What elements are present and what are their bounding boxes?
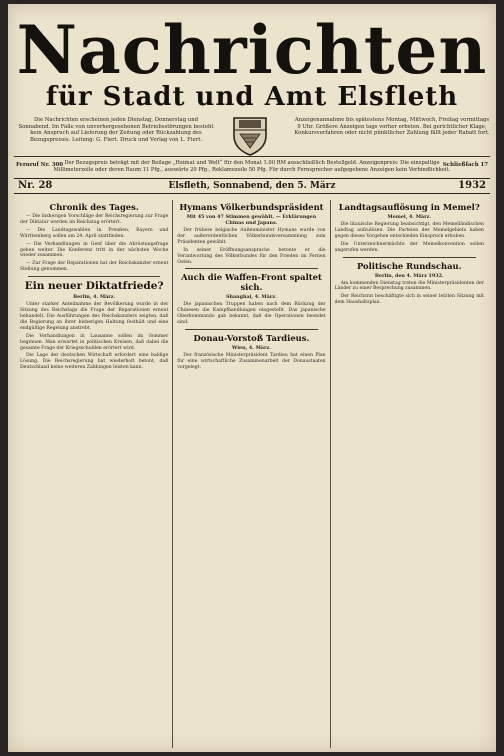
article-dateline: Wien, 4. März. (231, 345, 271, 352)
article-text: — Die bisherigen Vorschläge der Reichsregierung zur Frage der Diktatur werden im Reichstag erörtert. (20, 214, 169, 225)
divider (343, 257, 476, 258)
divider (185, 268, 317, 269)
place-date: Elsfleth, Sonnabend, den 5. März (168, 181, 336, 191)
masthead-title: Nachrichten (16, 11, 488, 89)
divider (185, 329, 317, 330)
article-heading: Hymans Völkerbundspräsident (179, 202, 324, 212)
article-heading: Ein neuer Diktatfriede? (24, 280, 164, 293)
article-dateline: Berlin, den 4. März 1932. (374, 272, 444, 279)
article-heading: Chronik des Tages. (49, 202, 139, 212)
column-middle (173, 200, 330, 748)
article-text: Am kommenden Dienstag treten die Ministerpräsidenten der Länder zu einer Besprechung zusammen. (334, 280, 484, 292)
column-right (331, 200, 488, 748)
article-text: — Die Landtagswahlen in Preußen, Bayern und Württemberg sollen am 24. April stattfinden. (20, 227, 169, 239)
article-text: Die Lage der deutschen Wirtschaft erfordert eine baldige Lösung. Die Reichsregierung hat wiederholt betont, daß Deutschland keine weiteren Zahlungen leisten kann. (20, 353, 169, 371)
article-text: Der frühere belgische Außenminister Hymans wurde von der außerordentlichen Völkerbundsversammlung zum Präsidenten gewählt. (177, 228, 326, 245)
article-text: Der französische Ministerpräsident Tardieu hat einen Plan für eine wirtschaftliche Zusammenarbeit der Donaustaaten vorgelegt. (177, 353, 326, 370)
newspaper-page (8, 4, 496, 752)
article-heading: Donau-Vorstoß Tardieus. (193, 333, 310, 344)
divider (28, 276, 160, 277)
article-heading: Auch die Waffen-Front spaltet sich. (181, 272, 322, 293)
article-text: Der Reichsrat beschäftigte sich in seiner letzten Sitzung mit dem Haushaltsplan. (334, 294, 484, 306)
article-dateline: Mit 45 von 47 Stimmen gewählt. — Erklärungen Chinas und Japans. (186, 214, 317, 226)
po-box: Schließfach 17 (442, 162, 488, 168)
issue-number: Nr. 28 (18, 180, 53, 191)
year: 1932 (458, 180, 486, 191)
advertising-info: Anzeigenannahme bis spätestens Montag, Mittwoch, Freitag vormittags 9 Uhr. Größere Anzeigen tags vorher erbeten. Bei gerichtlicher Klage, Konkursverfahren oder nicht pünktlicher Zahlung fällt jeder Rabatt fort. (294, 117, 490, 137)
column-left (16, 200, 173, 748)
phone-number: Fernruf Nr. 300 (16, 162, 63, 168)
article-dateline: Memel, 4. März. (387, 214, 432, 220)
article-columns (16, 200, 488, 748)
article-text: Die Verhandlungen in Lausanne sollen im Sommer beginnen. Man erwartet in politischen Kreisen, daß dabei die gesamte Frage der Kriegsschulden erörtert wird. (20, 333, 169, 351)
coat-of-arms-icon (230, 114, 270, 156)
article-text: In seiner Eröffnungsansprache betonte er die Verantwortung des Völkerbundes für den Frieden im Fernen Osten. (177, 247, 326, 265)
article-dateline: Berlin, 4. März. (73, 294, 116, 301)
subscription-terms: Der Bezugspreis beträgt mit der Beilage „Heimat und Welt“ für den Monat 1.00 RM ausschließlich Bestellgeld. Anzeigenpreis: Die einspaltige Millimeterzeile oder deren Raum 11 Pfg., auswärts 20 Pfg., Reklamezeile 50 Pfg. Für durch Fernsprecher aufgegebene Anzeigen kein Verbindlichkeit. (53, 160, 451, 173)
article-text: — Zur Frage der Reparationen hat der Reichskanzler erneut Stellung genommen. (20, 261, 169, 273)
article-text: Unter starker Anteilnahme der Bevölkerung wurde in der Sitzung des Reichstags die Frage der Reparationen erneut behandelt. Die Ausführungen des Reichskanzlers zeigten, daß die Regierung an ihrer bisherigen Haltung festhält und eine endgültige Regelung anstrebt. (20, 302, 169, 331)
publication-info: Die Nachrichten erscheinen jeden Dienstag, Donnerstag und Sonnabend. Im Falle von unvorhergesehenen Betriebsstörungen besteht kein Anspruch auf Lieferung der Zeitung oder Rückzahlung des Bezugspreises. Leitung: G. Fiert. Druck und Verlag von L. Fiert. (18, 117, 214, 143)
dateline (14, 178, 490, 194)
article-text: Die litauische Regierung beabsichtigt, den Memelländischen Landtag aufzulösen. Die Parteien des Memelgebiets haben gegen dieses Vorgehen entschieden Einspruch erhoben. (334, 222, 484, 239)
article-text: — Die Verhandlungen in Genf über die Abrüstungsfrage gehen weiter. Die Konferenz tritt in der nächsten Woche wieder zusammen. (20, 241, 169, 259)
article-text: Die Unterzeichnermächte der Memelkonvention sollen angerufen werden. (334, 241, 484, 253)
article-heading: Politische Rundschau. (356, 260, 462, 271)
article-dateline: Shanghai, 4. März. (226, 294, 277, 301)
divider (14, 156, 490, 157)
masthead-subtitle: für Stadt und Amt Elsfleth (45, 82, 459, 112)
article-heading: Landtagsauflösung in Memel? (338, 202, 480, 212)
article-text: Die japanischen Truppen haben nach dem Rückzug der Chinesen die Kampfhandlungen eingestellt. Das japanische Oberkommando gab bekannt, daß die Operationen beendet sind. (177, 302, 326, 326)
